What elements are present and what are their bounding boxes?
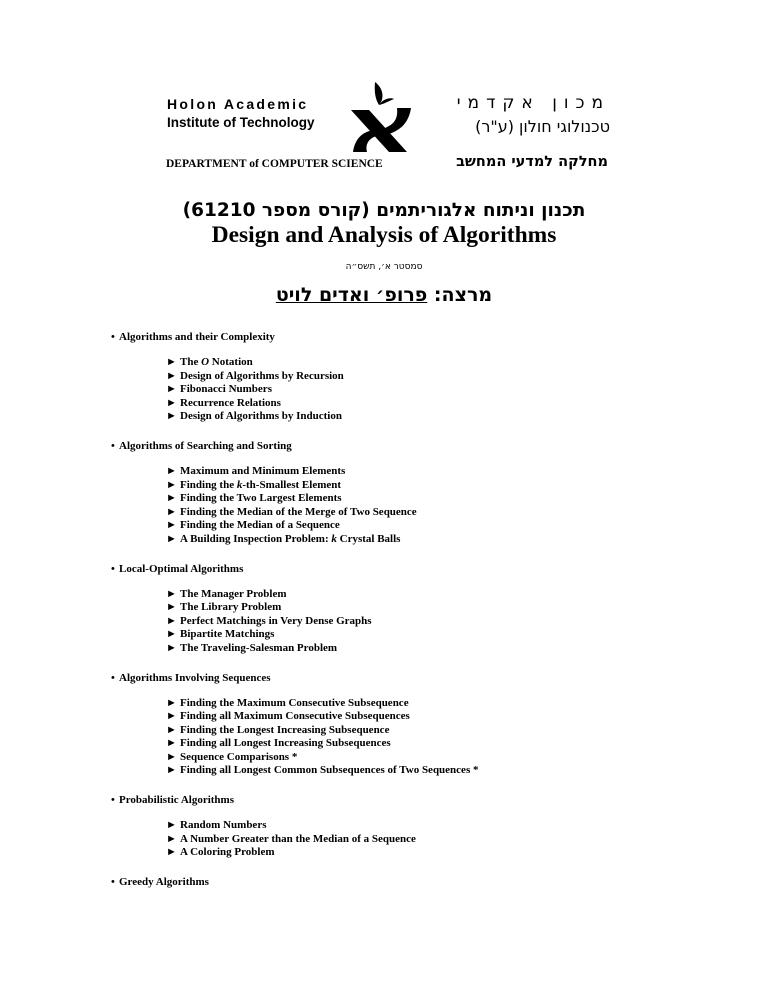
subtopic-text-post: Notation <box>209 356 253 368</box>
subtopic-item <box>166 737 711 751</box>
arrow-right-icon: ► <box>166 532 177 545</box>
subtopic-list <box>166 465 711 547</box>
topic-title <box>111 671 711 685</box>
topic-title <box>111 439 711 453</box>
institute-name-he-line2: טכנולוגי חולון (ע"ר) <box>475 117 610 136</box>
institute-name-en-line1: Holon Academic <box>167 96 309 112</box>
bullet-icon: • <box>111 671 115 684</box>
arrow-right-icon: ► <box>166 601 177 614</box>
subtopic-item <box>166 710 711 724</box>
arrow-right-icon: ► <box>166 587 177 600</box>
topic-title <box>111 875 711 889</box>
arrow-right-icon: ► <box>166 464 177 477</box>
bullet-icon: • <box>111 439 115 452</box>
department-name-he: מחלקה למדעי המחשב <box>456 154 608 170</box>
arrow-right-icon: ► <box>166 832 177 845</box>
subtopic-text-pre: Finding all Longest Increasing Subsequences <box>180 737 391 750</box>
arrow-right-icon: ► <box>166 819 177 832</box>
subtopic-item <box>166 642 711 656</box>
subtopic-text-pre: Finding the <box>180 478 237 491</box>
bullet-icon: • <box>111 875 115 888</box>
subtopic-text-pre: Recurrence Relations <box>180 396 281 409</box>
arrow-right-icon: ► <box>166 396 177 409</box>
arrow-right-icon: ► <box>166 641 177 654</box>
subtopic-text-pre: Finding the Median of the Merge of Two Sequence <box>180 505 417 518</box>
outline-topic <box>111 793 711 860</box>
topic-title-text: Algorithms and their Complexity <box>119 331 275 343</box>
subtopic-text-pre: The Manager Problem <box>180 587 287 600</box>
outline-topic <box>111 439 711 547</box>
subtopic-text-pre: A Number Greater than the Median of a Sequence <box>180 832 416 845</box>
subtopic-list <box>166 356 711 424</box>
subtopic-text-post: Crystal Balls <box>336 532 401 545</box>
bullet-icon: • <box>111 794 115 807</box>
arrow-right-icon: ► <box>166 356 177 368</box>
subtopic-text-pre: Random Numbers <box>180 819 267 832</box>
topic-title-text: Algorithms Involving Sequences <box>119 671 271 684</box>
subtopic-text-pre: Finding the Longest Increasing Subsequence <box>180 723 390 736</box>
subtopic-item <box>166 479 711 493</box>
arrow-right-icon: ► <box>166 846 177 859</box>
subtopic-item <box>166 833 711 847</box>
subtopic-text-post: -th-Smallest Element <box>242 478 342 491</box>
arrow-right-icon: ► <box>166 519 177 532</box>
subtopic-item <box>166 519 711 533</box>
topic-title-text: Probabilistic Algorithms <box>119 794 234 807</box>
subtopic-text-pre: Design of Algorithms by Induction <box>180 410 342 423</box>
subtopic-text-pre: Finding the Median of a Sequence <box>180 519 340 532</box>
subtopic-text-pre: Finding all Longest Common Subsequences of Two Sequences * <box>180 764 479 777</box>
arrow-right-icon: ► <box>166 750 177 763</box>
arrow-right-icon: ► <box>166 737 177 750</box>
subtopic-text-pre: Perfect Matchings in Very Dense Graphs <box>180 614 372 627</box>
subtopic-item <box>166 588 711 602</box>
department-name-en: DEPARTMENT of COMPUTER SCIENCE <box>166 158 383 170</box>
subtopic-text-pre: The <box>180 356 202 368</box>
subtopic-item <box>166 764 711 778</box>
subtopic-item <box>166 492 711 506</box>
subtopic-item <box>166 846 711 860</box>
institute-logo-icon <box>345 78 417 156</box>
subtopic-text-pre: Finding all Maximum Consecutive Subsequences <box>180 710 410 723</box>
subtopic-text-pre: Maximum and Minimum Elements <box>180 464 346 477</box>
subtopic-item <box>166 724 711 738</box>
subtopic-item <box>166 356 711 370</box>
subtopic-text-em: k <box>331 532 337 545</box>
subtopic-item <box>166 601 711 615</box>
arrow-right-icon: ► <box>166 478 177 491</box>
subtopic-item <box>166 370 711 384</box>
outline-topic <box>111 671 711 779</box>
subtopic-list <box>166 697 711 779</box>
semester-label: סמסטר א׳, תשס״ה <box>345 262 423 272</box>
subtopic-item <box>166 383 711 397</box>
outline-topic <box>111 330 711 424</box>
arrow-right-icon: ► <box>166 710 177 723</box>
outline-topic <box>111 875 711 889</box>
subtopic-text-pre: A Coloring Problem <box>180 846 275 859</box>
subtopic-text-pre: The Library Problem <box>180 601 282 614</box>
outline-topic <box>111 562 711 656</box>
lecturer-label: מרצה: <box>433 284 493 306</box>
course-title-he: תכנון וניתוח אלגוריתמים (קורס מספר 61210) <box>182 200 586 221</box>
bullet-icon: • <box>111 562 115 575</box>
institute-name-he-line1: מכון אקדמי <box>456 93 610 113</box>
subtopic-item <box>166 628 711 642</box>
arrow-right-icon: ► <box>166 723 177 736</box>
topic-title <box>111 793 711 807</box>
subtopic-text-pre: Fibonacci Numbers <box>180 383 272 396</box>
subtopic-list <box>166 819 711 860</box>
subtopic-text-pre: A Building Inspection Problem: <box>180 532 332 545</box>
institute-name-en-line2: Institute of Technology <box>167 115 315 130</box>
subtopic-item <box>166 397 711 411</box>
arrow-right-icon: ► <box>166 505 177 518</box>
subtopic-text-pre: The Traveling-Salesman Problem <box>180 641 338 654</box>
subtopic-item <box>166 410 711 424</box>
subtopic-item <box>166 751 711 765</box>
subtopic-item <box>166 697 711 711</box>
arrow-right-icon: ► <box>166 369 177 382</box>
arrow-right-icon: ► <box>166 410 177 423</box>
arrow-right-icon: ► <box>166 383 177 396</box>
topic-title-text: Local-Optimal Algorithms <box>119 562 244 575</box>
arrow-right-icon: ► <box>166 696 177 709</box>
subtopic-item <box>166 819 711 833</box>
subtopic-text-pre: Sequence Comparisons * <box>180 750 298 763</box>
lecturer-line <box>0 284 768 306</box>
topic-title <box>111 330 711 344</box>
course-title-en: Design and Analysis of Algorithms <box>211 222 557 248</box>
subtopic-text-pre: Finding the Two Largest Elements <box>180 492 342 505</box>
subtopic-item <box>166 465 711 479</box>
arrow-right-icon: ► <box>166 764 177 777</box>
bullet-icon: • <box>111 331 115 343</box>
course-outline <box>111 330 711 889</box>
subtopic-item <box>166 533 711 547</box>
arrow-right-icon: ► <box>166 628 177 641</box>
subtopic-item <box>166 615 711 629</box>
subtopic-text-em: k <box>236 478 243 491</box>
arrow-right-icon: ► <box>166 492 177 505</box>
topic-title <box>111 562 711 576</box>
topic-title-text: Algorithms of Searching and Sorting <box>119 439 292 452</box>
lecturer-name: פרופ׳ ואדים לויט <box>275 284 428 306</box>
subtopic-list <box>166 588 711 656</box>
subtopic-text-em: O <box>201 356 210 368</box>
arrow-right-icon: ► <box>166 614 177 627</box>
topic-title-text: Greedy Algorithms <box>119 875 209 888</box>
subtopic-item <box>166 506 711 520</box>
subtopic-text-pre: Finding the Maximum Consecutive Subsequence <box>180 696 409 709</box>
subtopic-text-pre: Design of Algorithms by Recursion <box>180 369 344 382</box>
subtopic-text-pre: Bipartite Matchings <box>180 628 275 641</box>
